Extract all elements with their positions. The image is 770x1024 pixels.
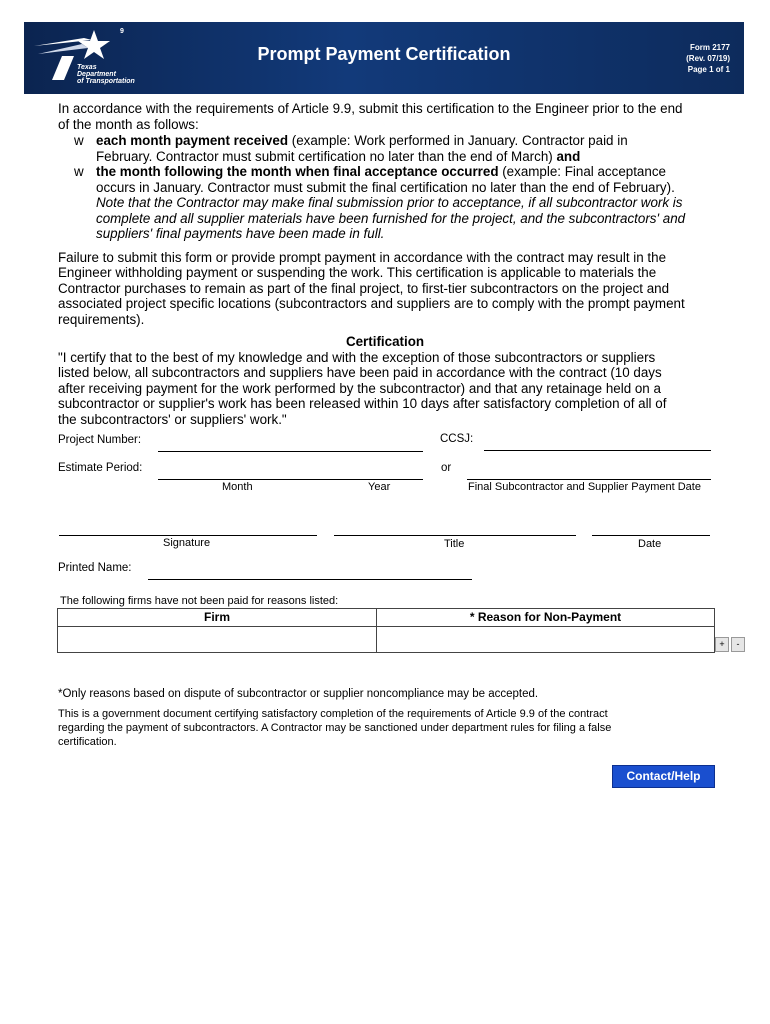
note-line-3: suppliers' final payments have been made in full. — [96, 226, 385, 241]
form-header — [24, 22, 744, 94]
date-label: Date — [638, 538, 662, 550]
ccsj-field[interactable] — [484, 433, 711, 449]
bullet-1-bold: each month payment received — [96, 133, 289, 148]
intro-line-2: of the month as follows: — [58, 117, 199, 132]
form-revision: (Rev. 07/19) — [686, 54, 730, 63]
bullet-icon: w — [74, 164, 84, 179]
form-number: Form 2177 — [689, 43, 730, 52]
page-count: Page 1 of 1 — [687, 65, 730, 74]
bullet-icon: w — [74, 133, 84, 148]
unpaid-firms-table — [57, 608, 715, 653]
gov-notice-line-1: This is a government document certifying satisfactory completion of the requirements of Article 9.9 of the contract — [58, 708, 608, 720]
intro-line-1: In accordance with the requirements of Article 9.9, submit this certification to the Engineer prior to the end — [58, 101, 683, 116]
logo-mark: 9 — [120, 28, 124, 35]
ccsj-underline — [484, 450, 711, 451]
remove-row-button[interactable]: - — [731, 637, 745, 652]
signature-line[interactable] — [59, 535, 317, 536]
table-column-divider — [376, 609, 377, 652]
final-payment-date-field[interactable] — [467, 462, 711, 478]
failure-line-5: requirements). — [58, 312, 145, 327]
logo-line-1: Texas — [77, 64, 97, 71]
failure-line-2: Engineer withholding payment or suspending the work. This certification is applicable to materials the — [58, 265, 657, 280]
bullet-1-line-2 — [96, 149, 580, 165]
signature-label: Signature — [163, 537, 211, 549]
bullet-2-bold: the month following the month when final acceptance occurred — [96, 164, 499, 179]
logo-line-2: Department — [77, 71, 116, 78]
bullet-2-line-2: occurs in January. Contractor must submit the final certification no later than the end of February). — [96, 180, 675, 195]
bullet-1-line-1 — [96, 133, 628, 149]
add-row-button[interactable]: + — [715, 637, 729, 652]
bullet-2-line-1 — [96, 164, 666, 180]
failure-line-1: Failure to submit this form or provide prompt payment in accordance with the contract may result in the — [58, 250, 667, 265]
printed-name-label: Printed Name: — [58, 562, 132, 574]
certification-line-5: the subcontractors' or suppliers' work." — [58, 412, 287, 427]
title-line[interactable] — [334, 535, 576, 536]
contact-help-button[interactable]: Contact/Help — [612, 765, 715, 788]
project-number-field[interactable] — [158, 434, 423, 450]
final-payment-date-underline — [467, 479, 711, 480]
project-number-label: Project Number: — [58, 434, 142, 446]
firm-input[interactable] — [60, 628, 374, 650]
note-line-2: complete and all supplier materials have been furnished for the project, and the subcontractors' and — [96, 211, 686, 226]
dispute-note: *Only reasons based on dispute of subcontractor or supplier noncompliance may be accepted. — [58, 688, 539, 700]
page-title: Prompt Payment Certification — [257, 44, 511, 64]
note-line-1: Note that the Contractor may make final submission prior to acceptance, if all subcontractor work is — [96, 195, 683, 210]
reason-input[interactable] — [379, 628, 712, 650]
printed-name-underline — [148, 579, 472, 580]
failure-line-4: associated project specific locations (subcontractors and suppliers are to comply with the prompt payment — [58, 296, 685, 311]
date-line[interactable] — [592, 535, 710, 536]
ccsj-label: CCSJ: — [440, 433, 474, 445]
gov-notice-line-3: certification. — [58, 736, 117, 748]
gov-notice-line-2: regarding the payment of subcontractors. A Contractor may be sanctioned under department rules for filing a false — [58, 722, 612, 734]
firm-column-header: Firm — [203, 610, 230, 624]
title-label: Title — [444, 538, 465, 550]
reason-column-header: * Reason for Non-Payment — [469, 610, 622, 624]
bullet-1-and: and — [556, 149, 581, 164]
form-meta — [686, 42, 730, 75]
certification-line-3: after receiving payment for the work performed by the subcontractor) and that any retainage held on a — [58, 381, 661, 396]
table-caption: The following firms have not been paid for reasons listed: — [60, 595, 339, 607]
bullet-1-line-2-text: February. Contractor must submit certification no later than the end of March) — [96, 149, 557, 164]
logo-line-3: of Transportation — [77, 78, 135, 85]
final-date-label: Final Subcontractor and Supplier Payment Date — [468, 481, 701, 493]
estimate-period-label: Estimate Period: — [58, 462, 143, 474]
certification-line-4: subcontractor or supplier's work has been released within 10 days after satisfactory completion of all of — [58, 396, 667, 411]
certification-line-1: "I certify that to the best of my knowledge and with the exception of those subcontractors or suppliers — [58, 350, 656, 365]
bullet-1-rest: (example: Work performed in January. Contractor paid in — [288, 133, 628, 148]
month-label: Month — [222, 481, 253, 493]
estimate-period-field[interactable] — [158, 462, 423, 478]
project-number-underline — [158, 451, 423, 452]
bullet-2-rest: (example: Final acceptance — [498, 164, 666, 179]
table-header-divider — [58, 626, 714, 627]
estimate-period-underline — [158, 479, 423, 480]
certification-heading: Certification — [345, 334, 425, 349]
certification-line-2: listed below, all subcontractors and suppliers have been paid in accordance with the contract (10 days — [58, 365, 662, 380]
printed-name-field[interactable] — [148, 562, 472, 578]
failure-line-3: Contractor purchases to remain as part of the final project, to first-tier subcontractors on the project and — [58, 281, 670, 296]
year-label: Year — [368, 481, 391, 493]
or-label: or — [441, 462, 452, 474]
